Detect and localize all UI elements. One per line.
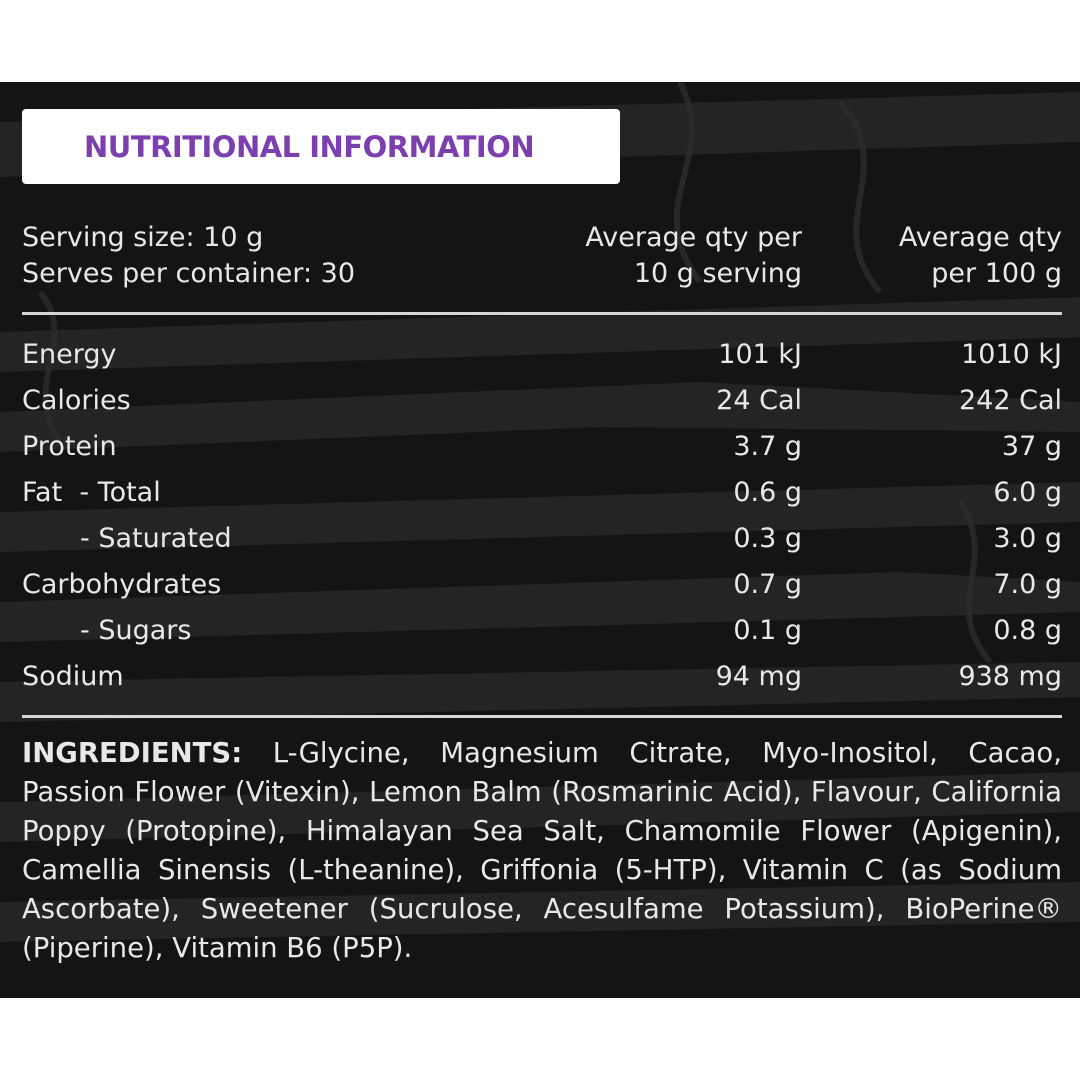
ingredients-paragraph <box>22 734 1062 968</box>
column-header-per-serving-line2: 10 g serving <box>633 258 802 289</box>
nutrition-panel <box>0 82 1080 998</box>
table-row <box>0 475 1080 521</box>
table-row <box>0 429 1080 475</box>
table-row <box>0 337 1080 383</box>
row-per-serving: 24 Cal <box>716 385 802 416</box>
row-per-serving: 0.6 g <box>733 477 802 508</box>
row-label: Carbohydrates <box>22 569 222 600</box>
column-header-per-serving-line1: Average qty per <box>585 222 802 253</box>
title-banner <box>22 109 620 184</box>
table-row <box>0 521 1080 567</box>
serves-per-container: Serves per container: 30 <box>22 258 356 289</box>
row-per-100g: 1010 kJ <box>961 339 1062 370</box>
table-row <box>0 659 1080 705</box>
row-per-serving: 101 kJ <box>718 339 802 370</box>
row-per-100g: 938 mg <box>958 661 1062 692</box>
serving-size: Serving size: 10 g <box>22 222 264 253</box>
table-row <box>0 567 1080 613</box>
row-per-100g: 7.0 g <box>993 569 1062 600</box>
row-label: Calories <box>22 385 131 416</box>
ingredients-heading: INGREDIENTS: <box>22 737 243 769</box>
row-label: Energy <box>22 339 117 370</box>
row-per-100g: 0.8 g <box>993 615 1062 646</box>
row-label: Protein <box>22 431 117 462</box>
page-title: NUTRITIONAL INFORMATION <box>84 129 535 164</box>
row-label: - Sugars <box>80 615 192 646</box>
row-per-serving: 0.1 g <box>733 615 802 646</box>
divider-bottom <box>22 715 1062 718</box>
row-per-100g: 6.0 g <box>993 477 1062 508</box>
table-row <box>0 613 1080 659</box>
row-label: Fat - Total <box>22 477 161 508</box>
divider-top <box>22 312 1062 315</box>
row-per-100g: 3.0 g <box>993 523 1062 554</box>
row-per-100g: 37 g <box>1001 431 1062 462</box>
row-per-serving: 94 mg <box>715 661 802 692</box>
row-per-serving: 0.3 g <box>733 523 802 554</box>
row-per-serving: 0.7 g <box>733 569 802 600</box>
table-row <box>0 383 1080 429</box>
column-header-per-100g-line1: Average qty <box>898 222 1062 253</box>
ingredients-list: L-Glycine, Magnesium Citrate, Myo-Inositol, Cacao, Passion Flower (Vitexin), Lemon Balm (Rosmarinic Acid), Flavour, California Poppy (Protopine), Himalayan Sea Salt, Chamomile Flower (Apigenin), Camellia Sinensis (L-theanine), Griffonia (5-HTP), Vitamin C (as Sodium Ascorbate), Sweetener (Sucrulose, Acesulfame Potassium), BioPerine® (Piperine), Vitamin B6 (P5P). <box>22 737 1062 964</box>
row-per-100g: 242 Cal <box>958 385 1062 416</box>
row-label: - Saturated <box>80 523 232 554</box>
row-per-serving: 3.7 g <box>733 431 802 462</box>
column-header-per-100g-line2: per 100 g <box>931 258 1062 289</box>
row-label: Sodium <box>22 661 124 692</box>
